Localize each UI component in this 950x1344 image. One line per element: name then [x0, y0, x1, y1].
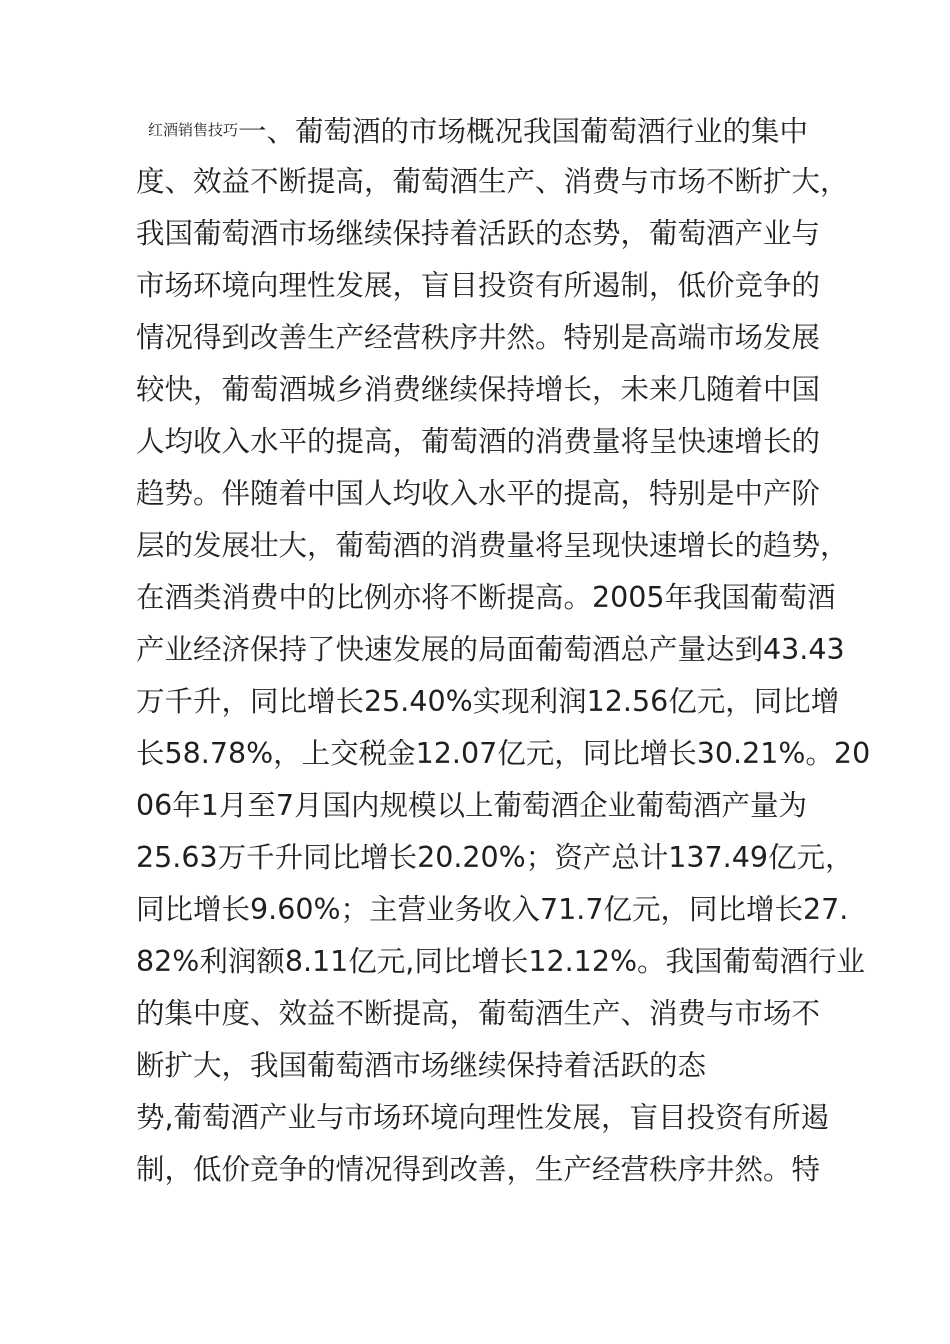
text-line-5: 情况得到改善生产经营秩序井然。特别是高端市场发展: [136, 321, 821, 354]
text-line-1: [148, 112, 868, 148]
text-line-4: 市场环境向理性发展，盲目投资有所遏制，低价竞争的: [136, 269, 821, 302]
text-line-17: 82%利润额8.11亿元,同比增长12.12%。我国葡萄酒行业: [136, 945, 866, 978]
text-line-7: 人均收入水平的提高，葡萄酒的消费量将呈快速增长的: [136, 425, 821, 458]
text-line-9: 层的发展壮大，葡萄酒的消费量将呈现快速增长的趋势，: [136, 529, 849, 562]
text-line-19: 断扩大，我国葡萄酒市场继续保持着活跃的态: [136, 1049, 707, 1082]
text-line-18: 的集中度、效益不断提高，葡萄酒生产、消费与市场不: [136, 997, 821, 1030]
document-title: 红酒销售技巧: [148, 121, 239, 139]
text-line-15: 25.63万千升同比增长20.20%；资产总计137.49亿元，: [136, 841, 854, 874]
text-line-20: 势,葡萄酒产业与市场环境向理性发展，盲目投资有所遏: [136, 1101, 830, 1134]
text-line-8: 趋势。伴随着中国人均收入水平的提高，特别是中产阶: [136, 477, 821, 510]
text-line-10: 在酒类消费中的比例亦将不断提高。2005年我国葡萄酒: [136, 581, 836, 614]
text-line-16: 同比增长9.60%；主营业务收入71.7亿元，同比增长27.: [136, 893, 849, 926]
text-line-11: 产业经济保持了快速发展的局面葡萄酒总产量达到43.43: [136, 633, 845, 666]
line-1-text: 一、葡萄酒的市场概况我国葡萄酒行业的集中: [238, 115, 809, 148]
text-line-3: 我国葡萄酒市场继续保持着活跃的态势，葡萄酒产业与: [136, 217, 821, 250]
text-line-13: 长58.78%，上交税金12.07亿元，同比增长30.21%。20: [136, 737, 871, 770]
text-line-6: 较快，葡萄酒城乡消费继续保持增长，未来几随着中国: [136, 373, 821, 406]
text-line-21: 制，低价竞争的情况得到改善，生产经营秩序井然。特: [136, 1153, 821, 1186]
text-line-12: 万千升，同比增长25.40%实现利润12.56亿元，同比增: [136, 685, 840, 718]
text-line-2: 度、效益不断提高，葡萄酒生产、消费与市场不断扩大，: [136, 165, 849, 198]
text-line-14: 06年1月至7月国内规模以上葡萄酒企业葡萄酒产量为: [136, 789, 808, 822]
